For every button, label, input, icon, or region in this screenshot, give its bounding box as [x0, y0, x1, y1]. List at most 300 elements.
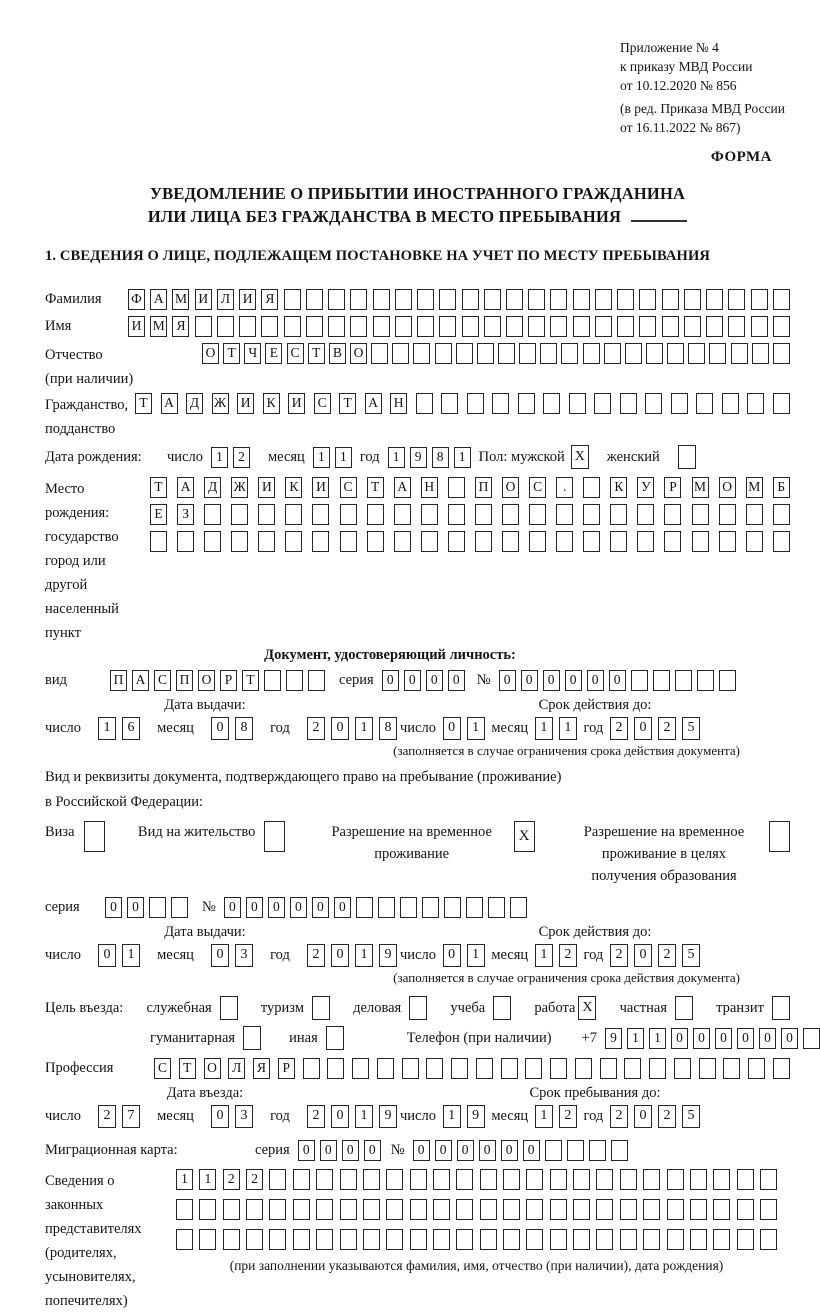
- char-cell: 1: [559, 717, 577, 740]
- sex-female-label: женский: [606, 448, 660, 465]
- char-cell: [421, 504, 438, 525]
- char-cell: [751, 316, 768, 337]
- char-cell: И: [128, 316, 145, 337]
- name-label: Имя: [45, 318, 72, 334]
- char-cell: [653, 670, 670, 691]
- char-cell: [456, 1229, 473, 1250]
- char-cell: [475, 504, 492, 525]
- char-cell: [502, 531, 519, 552]
- char-cell: А: [365, 393, 382, 414]
- char-cell: [498, 343, 515, 364]
- char-cell: 0: [105, 897, 122, 918]
- char-cell: 0: [737, 1028, 754, 1049]
- char-cell: [386, 1169, 403, 1190]
- char-cell: [312, 531, 329, 552]
- valid-until-label: Срок действия до:: [538, 924, 652, 940]
- year-label: год: [359, 448, 380, 465]
- char-cell: [662, 289, 679, 310]
- work-checkbox: X: [578, 996, 596, 1020]
- char-cell: [728, 316, 745, 337]
- char-cell: М: [692, 477, 709, 498]
- transit-checkbox: [772, 996, 790, 1020]
- char-cell: [306, 316, 323, 337]
- char-cell: Е: [265, 343, 282, 364]
- char-cell: 9: [379, 1105, 397, 1128]
- section1-heading: 1. СВЕДЕНИЯ О ЛИЦЕ, ПОДЛЕЖАЩЕМ ПОСТАНОВКЕ НА УЧЕТ ПО МЕСТУ ПРЕБЫВАНИЯ: [45, 248, 711, 264]
- char-cell: П: [110, 670, 127, 691]
- char-cell: Б: [773, 477, 790, 498]
- char-cell: 1: [535, 944, 553, 967]
- char-cell: [667, 1199, 684, 1220]
- header-ref-line: от 10.12.2020 № 856: [620, 78, 737, 93]
- char-cell: 1: [199, 1169, 216, 1190]
- char-cell: [476, 1058, 493, 1079]
- purpose-transit: транзит: [716, 996, 790, 1020]
- char-cell: 0: [127, 897, 144, 918]
- char-cell: [373, 289, 390, 310]
- char-cell: В: [329, 343, 346, 364]
- char-cell: 1: [355, 944, 373, 967]
- permit-series-cells: [105, 897, 188, 918]
- char-cell: [639, 316, 656, 337]
- char-cell: Н: [421, 477, 438, 498]
- char-cell: [723, 1058, 740, 1079]
- char-cell: [340, 504, 357, 525]
- char-cell: [395, 289, 412, 310]
- char-cell: 0: [364, 1140, 381, 1161]
- char-cell: [363, 1169, 380, 1190]
- form-title-line1: УВЕДОМЛЕНИЕ О ПРИБЫТИИ ИНОСТРАННОГО ГРАЖДАНИНА: [149, 184, 686, 203]
- char-cell: [713, 1199, 730, 1220]
- header-ref-note: (в ред. Приказа МВД России: [620, 101, 785, 116]
- permit-until-day-cells: [443, 944, 485, 967]
- char-cell: [529, 531, 546, 552]
- char-cell: 0: [759, 1028, 776, 1049]
- char-cell: [350, 289, 367, 310]
- number-label: №: [390, 1142, 405, 1158]
- char-cell: Я: [261, 289, 278, 310]
- char-cell: [719, 670, 736, 691]
- char-cell: [675, 670, 692, 691]
- char-cell: [696, 393, 713, 414]
- residence-permit-checkbox: [264, 821, 285, 852]
- entry-year-cells: [307, 1105, 397, 1128]
- char-cell: [293, 1229, 310, 1250]
- birthdate-label: Дата рождения:: [45, 448, 142, 465]
- char-cell: [671, 393, 688, 414]
- month-label: месяц: [157, 947, 194, 963]
- char-cell: М: [150, 316, 167, 337]
- char-cell: [540, 343, 557, 364]
- char-cell: [395, 316, 412, 337]
- char-cell: [356, 897, 373, 918]
- char-cell: 2: [233, 447, 250, 468]
- char-cell: [625, 343, 642, 364]
- char-cell: [328, 289, 345, 310]
- char-cell: [773, 504, 790, 525]
- char-cell: [444, 897, 461, 918]
- char-cell: [667, 1229, 684, 1250]
- char-cell: [350, 316, 367, 337]
- char-cell: [569, 393, 586, 414]
- char-cell: [371, 343, 388, 364]
- entry-purpose-row2: [150, 1026, 793, 1050]
- char-cell: [719, 504, 736, 525]
- entry-dates-header: [45, 1085, 790, 1102]
- permit-until-group: [400, 944, 700, 967]
- char-cell: [327, 1058, 344, 1079]
- char-cell: [435, 343, 452, 364]
- doc-number-cells: [499, 670, 736, 691]
- char-cell: [502, 504, 519, 525]
- phone-prefix: +7: [581, 1029, 597, 1046]
- char-cell: Т: [367, 477, 384, 498]
- temp-residence-edu-checkbox: [769, 821, 790, 852]
- char-cell: [737, 1169, 754, 1190]
- business-checkbox: [409, 996, 427, 1020]
- char-cell: [550, 289, 567, 310]
- char-cell: 2: [610, 1105, 628, 1128]
- char-cell: П: [176, 670, 193, 691]
- char-cell: [480, 1229, 497, 1250]
- migration-card-label: Миграционная карта:: [45, 1142, 178, 1158]
- char-cell: [150, 531, 167, 552]
- char-cell: 1: [627, 1028, 644, 1049]
- char-cell: З: [177, 504, 194, 525]
- char-cell: [643, 1199, 660, 1220]
- char-cell: [573, 1169, 590, 1190]
- char-cell: [617, 289, 634, 310]
- char-cell: [573, 289, 590, 310]
- permit-until-year-cells: [610, 944, 700, 967]
- char-cell: [475, 531, 492, 552]
- char-cell: [713, 1229, 730, 1250]
- char-cell: [611, 1140, 628, 1161]
- char-cell: [610, 504, 627, 525]
- series-label: серия: [339, 672, 374, 688]
- stay-day-cells: [443, 1105, 485, 1128]
- char-cell: 0: [781, 1028, 798, 1049]
- char-cell: 0: [211, 944, 229, 967]
- humanitarian-checkbox: [243, 1026, 261, 1050]
- char-cell: 2: [307, 717, 325, 740]
- char-cell: [684, 289, 701, 310]
- char-cell: [692, 504, 709, 525]
- char-cell: Д: [186, 393, 203, 414]
- char-cell: [746, 531, 763, 552]
- char-cell: 0: [448, 670, 465, 691]
- char-cell: [528, 289, 545, 310]
- char-cell: 0: [331, 717, 349, 740]
- char-cell: 0: [98, 944, 116, 967]
- month-label: месяц: [491, 947, 529, 963]
- char-cell: Л: [217, 289, 234, 310]
- char-cell: 1: [535, 1105, 553, 1128]
- char-cell: [550, 1199, 567, 1220]
- char-cell: [340, 531, 357, 552]
- char-cell: [199, 1199, 216, 1220]
- representatives-cells-row3: [176, 1229, 777, 1250]
- study-checkbox: [493, 996, 511, 1020]
- char-cell: 0: [298, 1140, 315, 1161]
- char-cell: [620, 1199, 637, 1220]
- temp-residence-edu-label: Разрешение на временное проживание в целях получения образования: [583, 824, 745, 884]
- char-cell: 1: [649, 1028, 666, 1049]
- char-cell: [149, 897, 166, 918]
- char-cell: 1: [211, 447, 228, 468]
- char-cell: [352, 1058, 369, 1079]
- year-label: год: [583, 720, 604, 736]
- char-cell: [773, 531, 790, 552]
- visa-label: Виза: [45, 824, 75, 840]
- char-cell: [518, 393, 535, 414]
- char-cell: [433, 1199, 450, 1220]
- char-cell: [752, 343, 769, 364]
- birthplace-block: [45, 477, 790, 645]
- char-cell: О: [204, 1058, 221, 1079]
- profession-row: [45, 1058, 790, 1079]
- char-cell: [773, 316, 790, 337]
- char-cell: 1: [467, 717, 485, 740]
- char-cell: Р: [220, 670, 237, 691]
- char-cell: [394, 531, 411, 552]
- char-cell: [488, 897, 505, 918]
- purpose-humanitarian: гуманитарная: [150, 1026, 261, 1050]
- char-cell: [556, 504, 573, 525]
- char-cell: [477, 343, 494, 364]
- char-cell: [456, 1199, 473, 1220]
- char-cell: 0: [501, 1140, 518, 1161]
- char-cell: [386, 1229, 403, 1250]
- char-cell: [639, 289, 656, 310]
- char-cell: [394, 504, 411, 525]
- birth-month-cells: [313, 447, 352, 468]
- char-cell: [269, 1199, 286, 1220]
- char-cell: [526, 1229, 543, 1250]
- char-cell: [223, 1199, 240, 1220]
- char-cell: [583, 531, 600, 552]
- entry-day-cells: [98, 1105, 140, 1128]
- char-cell: [747, 393, 764, 414]
- char-cell: [526, 1199, 543, 1220]
- char-cell: [699, 1058, 716, 1079]
- char-cell: 2: [307, 944, 325, 967]
- char-cell: [492, 393, 509, 414]
- citizenship-label: Гражданство, подданство: [45, 397, 129, 437]
- char-cell: 0: [404, 670, 421, 691]
- char-cell: [269, 1229, 286, 1250]
- char-cell: [731, 343, 748, 364]
- residence-permit-label: Вид на жительство: [137, 824, 256, 840]
- char-cell: [303, 1058, 320, 1079]
- char-cell: Ж: [231, 477, 248, 498]
- char-cell: [480, 1169, 497, 1190]
- char-cell: 1: [454, 447, 471, 468]
- char-cell: И: [237, 393, 254, 414]
- char-cell: [528, 316, 545, 337]
- char-cell: [550, 1229, 567, 1250]
- char-cell: [737, 1199, 754, 1220]
- char-cell: [649, 1058, 666, 1079]
- char-cell: [377, 1058, 394, 1079]
- visa-option: [45, 821, 105, 852]
- char-cell: [484, 289, 501, 310]
- char-cell: 0: [211, 1105, 229, 1128]
- right-doc-line1: Вид и реквизиты документа, подтверждающего право на пребывание (проживание): [45, 769, 562, 785]
- char-cell: 7: [122, 1105, 140, 1128]
- char-cell: [624, 1058, 641, 1079]
- char-cell: 2: [559, 1105, 577, 1128]
- char-cell: 0: [634, 1105, 652, 1128]
- char-cell: [620, 1169, 637, 1190]
- char-cell: [466, 897, 483, 918]
- char-cell: 0: [331, 944, 349, 967]
- char-cell: 1: [313, 447, 330, 468]
- char-cell: [728, 289, 745, 310]
- char-cell: [575, 1058, 592, 1079]
- char-cell: 8: [432, 447, 449, 468]
- char-cell: [231, 531, 248, 552]
- char-cell: [448, 477, 465, 498]
- char-cell: [760, 1169, 777, 1190]
- char-cell: [573, 1199, 590, 1220]
- limited-validity-note: (заполняется в случае ограничения срока действия документа): [393, 970, 740, 985]
- char-cell: 0: [290, 897, 307, 918]
- char-cell: [316, 1229, 333, 1250]
- surname-cells: [128, 289, 790, 310]
- temp-residence-checkbox: X: [514, 821, 535, 852]
- char-cell: [176, 1229, 193, 1250]
- char-cell: [688, 343, 705, 364]
- char-cell: 0: [609, 670, 626, 691]
- char-cell: [637, 504, 654, 525]
- char-cell: [697, 670, 714, 691]
- char-cell: [285, 504, 302, 525]
- doc-until-month-cells: [535, 717, 577, 740]
- day-label: число: [400, 1108, 436, 1124]
- char-cell: 1: [535, 717, 553, 740]
- purpose-other: иная: [289, 1026, 344, 1050]
- char-cell: [501, 1058, 518, 1079]
- char-cell: М: [746, 477, 763, 498]
- char-cell: [645, 393, 662, 414]
- char-cell: 0: [342, 1140, 359, 1161]
- char-cell: Ж: [212, 393, 229, 414]
- char-cell: [462, 289, 479, 310]
- char-cell: 0: [443, 717, 461, 740]
- char-cell: Е: [150, 504, 167, 525]
- char-cell: Я: [253, 1058, 270, 1079]
- char-cell: [722, 393, 739, 414]
- char-cell: 0: [671, 1028, 688, 1049]
- char-cell: 5: [682, 717, 700, 740]
- char-cell: [392, 343, 409, 364]
- temp-residence-label: Разрешение на временное проживание: [331, 824, 492, 862]
- char-cell: [285, 531, 302, 552]
- representatives-label: Сведения о законных представителях (родителях, усыновителях, попечителях): [45, 1173, 142, 1309]
- char-cell: 0: [224, 897, 241, 918]
- form-title-line2: ИЛИ ЛИЦА БЕЗ ГРАЖДАНСТВА В МЕСТО ПРЕБЫВАНИЯ: [45, 205, 790, 228]
- char-cell: [433, 1169, 450, 1190]
- char-cell: 3: [235, 1105, 253, 1128]
- char-cell: 0: [413, 1140, 430, 1161]
- char-cell: 0: [246, 897, 263, 918]
- char-cell: [503, 1199, 520, 1220]
- char-cell: Т: [223, 343, 240, 364]
- char-cell: [410, 1229, 427, 1250]
- private-checkbox: [675, 996, 693, 1020]
- char-cell: [506, 316, 523, 337]
- char-cell: [664, 531, 681, 552]
- birthplace-cells-row2: [150, 504, 790, 525]
- char-cell: [506, 289, 523, 310]
- char-cell: С: [154, 670, 171, 691]
- char-cell: [462, 316, 479, 337]
- doc-series-cells: [382, 670, 465, 691]
- char-cell: [773, 1058, 790, 1079]
- char-cell: [286, 670, 303, 691]
- char-cell: С: [340, 477, 357, 498]
- doc-kind-cells: [110, 670, 325, 691]
- char-cell: О: [198, 670, 215, 691]
- char-cell: [503, 1229, 520, 1250]
- char-cell: [567, 1140, 584, 1161]
- char-cell: [595, 316, 612, 337]
- char-cell: [204, 504, 221, 525]
- name-cells: [128, 316, 790, 337]
- char-cell: [378, 897, 395, 918]
- permit-issue-day-cells: [98, 944, 140, 967]
- char-cell: [293, 1169, 310, 1190]
- char-cell: 9: [467, 1105, 485, 1128]
- char-cell: [441, 393, 458, 414]
- char-cell: Л: [228, 1058, 245, 1079]
- purpose-business: деловая: [353, 996, 427, 1020]
- residence-doc-type-row: [45, 821, 790, 887]
- char-cell: П: [475, 477, 492, 498]
- char-cell: 2: [658, 944, 676, 967]
- char-cell: [709, 343, 726, 364]
- char-cell: [410, 1199, 427, 1220]
- char-cell: [589, 1140, 606, 1161]
- char-cell: [246, 1229, 263, 1250]
- surname-label: Фамилия: [45, 291, 102, 307]
- char-cell: [706, 316, 723, 337]
- char-cell: [760, 1199, 777, 1220]
- char-cell: [637, 531, 654, 552]
- char-cell: [690, 1169, 707, 1190]
- char-cell: 2: [610, 717, 628, 740]
- char-cell: И: [258, 477, 275, 498]
- right-doc-line2: в Российской Федерации:: [45, 794, 204, 810]
- entry-date-group: [45, 1105, 397, 1128]
- char-cell: [199, 1229, 216, 1250]
- char-cell: Ч: [244, 343, 261, 364]
- char-cell: 2: [307, 1105, 325, 1128]
- char-cell: [258, 504, 275, 525]
- char-cell: [284, 289, 301, 310]
- birthplace-cells-row3: [150, 531, 790, 552]
- char-cell: 0: [443, 944, 461, 967]
- char-cell: 1: [176, 1169, 193, 1190]
- char-cell: Т: [308, 343, 325, 364]
- doc-dates-header: [45, 697, 790, 714]
- permit-series-row: [45, 897, 790, 918]
- purpose-official: служебная: [146, 996, 237, 1020]
- doc-issue-day-cells: [98, 717, 140, 740]
- char-cell: [751, 289, 768, 310]
- char-cell: 5: [682, 1105, 700, 1128]
